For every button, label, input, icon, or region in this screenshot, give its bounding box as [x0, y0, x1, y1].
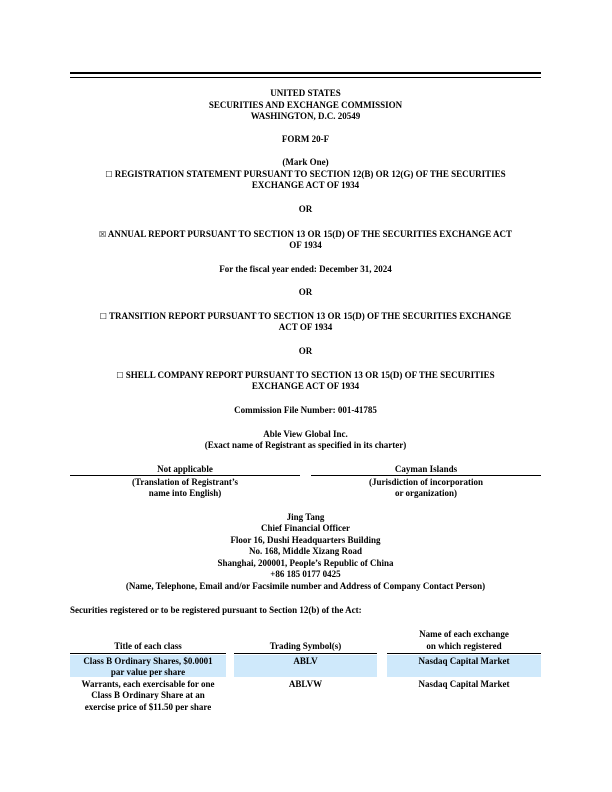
contact-caption: (Name, Telephone, Email and/or Facsimile number and Address of Company Contact Person) — [125, 581, 486, 591]
annual-report-option[interactable] — [70, 229, 541, 240]
contact-title: Chief Financial Officer — [261, 523, 350, 533]
registration-checkbox[interactable]: ☐ — [105, 170, 113, 179]
shell-text-l2: EXCHANGE ACT OF 1934 — [251, 381, 360, 391]
row1-title-l1: Class B Ordinary Shares, $0.0001 — [83, 656, 213, 666]
transition-text-l2: ACT OF 1934 — [278, 322, 333, 332]
jurisdiction-caption-l1: (Jurisdiction of incorporation — [369, 477, 483, 487]
top-rule-thin — [70, 77, 541, 78]
row2-title-l2: Class B Ordinary Share at an — [91, 690, 205, 700]
jurisdiction-value: Cayman Islands — [394, 464, 458, 474]
header-title-of-class: Title of each class — [114, 641, 182, 651]
row2-symbol: ABLVW — [288, 679, 323, 689]
registration-option[interactable] — [70, 169, 541, 180]
registrant-name-caption: (Exact name of Registrant as specified in its charter) — [204, 440, 407, 450]
transition-text-l1: TRANSITION REPORT PURSUANT TO SECTION 13 OR 15(D) OF THE SECURITIES EXCHANGE — [108, 311, 512, 321]
contact-phone: +86 185 0177 0425 — [270, 569, 341, 579]
contact-address-1: Floor 16, Dushi Headquarters Building — [230, 535, 381, 545]
contact-address-2: No. 168, Middle Xizang Road — [248, 546, 362, 556]
registrant-name: Able View Global Inc. — [263, 429, 348, 439]
row1-exchange: Nasdaq Capital Market — [418, 656, 510, 666]
row1-title-l2: par value per share — [110, 667, 186, 677]
jurisdiction-caption-l2: or organization) — [394, 488, 458, 498]
top-rule-thick — [70, 72, 541, 74]
translation-caption-l1: (Translation of Registrant’s — [132, 477, 238, 487]
translation-underline — [70, 475, 300, 476]
header-location: WASHINGTON, D.C. 20549 — [250, 111, 361, 121]
header-exchange-l1: Name of each exchange — [419, 629, 509, 639]
header-country: UNITED STATES — [270, 88, 341, 98]
annual-report-checkbox[interactable]: ☒ — [98, 230, 107, 239]
annual-text-l1: ANNUAL REPORT PURSUANT TO SECTION 13 OR 15(D) OF THE SECURITIES EXCHANGE ACT — [107, 229, 513, 239]
registration-text-l2: EXCHANGE ACT OF 1934 — [251, 180, 360, 190]
or-separator: OR — [298, 204, 313, 214]
transition-checkbox[interactable]: ☐ — [99, 312, 107, 321]
header-rule — [234, 653, 377, 654]
row2-title-l3: exercise price of $11.50 per share — [84, 702, 212, 712]
fiscal-year: For the fiscal year ended: December 31, 2024 — [219, 264, 392, 274]
or-separator: OR — [298, 346, 313, 356]
row2-title-l1: Warrants, each exercisable for one — [81, 679, 215, 689]
jurisdiction-underline — [311, 475, 541, 476]
shell-company-option[interactable] — [70, 370, 541, 381]
header-exchange-l2: on which registered — [426, 641, 502, 651]
shell-checkbox[interactable]: ☐ — [116, 371, 124, 380]
form-title: FORM 20-F — [281, 134, 330, 144]
commission-file-number: Commission File Number: 001-41785 — [234, 405, 377, 415]
header-trading-symbol: Trading Symbol(s) — [269, 641, 342, 651]
translation-caption-l2: name into English) — [148, 488, 222, 498]
row2-exchange: Nasdaq Capital Market — [418, 679, 510, 689]
registration-text-l1: REGISTRATION STATEMENT PURSUANT TO SECTION 12(B) OR 12(G) OF THE SECURITIES — [114, 169, 506, 179]
or-separator: OR — [298, 287, 313, 297]
translation-value: Not applicable — [157, 464, 213, 474]
mark-one: (Mark One) — [282, 157, 329, 167]
header-commission: SECURITIES AND EXCHANGE COMMISSION — [208, 100, 403, 110]
contact-address-3: Shanghai, 200001, People’s Republic of China — [217, 558, 394, 568]
transition-report-option[interactable] — [70, 311, 541, 322]
annual-text-l2: OF 1934 — [289, 240, 322, 250]
header-rule — [70, 653, 226, 654]
header-rule — [387, 653, 541, 654]
shell-text-l1: SHELL COMPANY REPORT PURSUANT TO SECTION 13 OR 15(D) OF THE SECURITIES — [125, 370, 495, 380]
row1-symbol: ABLV — [293, 656, 318, 666]
contact-name: Jing Tang — [286, 512, 325, 522]
securities-intro: Securities registered or to be registered pursuant to Section 12(b) of the Act: — [70, 605, 362, 615]
